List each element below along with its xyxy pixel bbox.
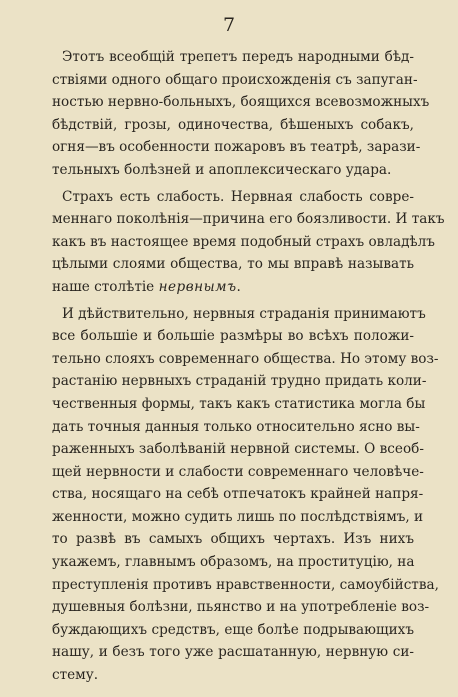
- text-run: .: [236, 278, 241, 295]
- text-line: бѣдствій, грозы, одиночества, бѣшеныхъ собакъ,: [52, 116, 414, 133]
- text-line: то развѣ въ самыхъ общихъ чертахъ. Изъ нихъ: [52, 531, 414, 548]
- text-line: ностью нервно-больныхъ, боящихся всевозможныхъ: [52, 94, 430, 111]
- text-line: растанію нервныхъ страданій трудно придать коли-: [52, 373, 427, 390]
- text-line: И дѣйствительно, нервныя страданія принимаютъ: [62, 305, 426, 322]
- text-line: укажемъ, главнымъ образомъ, на проституцію, на: [52, 554, 415, 571]
- text-line: душевныя болѣзни, пьянство и на употребленіе воз-: [52, 599, 430, 616]
- text-line: какъ въ настоящее время подобный страхъ овладѣлъ: [52, 233, 435, 250]
- text-line: огня—въ особенности пожаровъ въ театрѣ, зарази-: [52, 139, 421, 156]
- text-line: Этотъ всеобщій трепетъ передъ народными бѣд-: [62, 49, 414, 65]
- text-line: раженныхъ заболѣваній нервной системы. О всеоб-: [52, 441, 424, 458]
- emphasized-word: нервнымъ: [158, 278, 237, 295]
- text-line: преступленія противъ нравственности, самоубійства,: [52, 576, 439, 593]
- text-line: щей нервности и слабости современнаго человѣче-: [52, 463, 424, 480]
- text-line: женности, можно судить лишь по послѣдствіямъ, и: [52, 508, 424, 525]
- page-number: 7: [222, 14, 236, 36]
- text-line: стему.: [52, 667, 99, 684]
- text-line: тельно слояхъ современнаго общества. Но этому воз-: [52, 350, 439, 367]
- text-line: тельныхъ болѣзней и апоплексическаго удара.: [52, 161, 392, 178]
- text-line: чественныя формы, такъ какъ статистика могла бы: [52, 395, 426, 412]
- text-line: меннаго поколѣнія—причина его боязливости. И такъ: [52, 211, 445, 228]
- text-line: все большіе и большіе размѣры во всѣхъ положи-: [52, 328, 414, 345]
- text-run: наше столѣтіе: [52, 278, 159, 295]
- text-line: цѣлыми слоями общества, то мы вправѣ называть: [52, 256, 414, 273]
- text-line: ства, носящаго на себѣ отпечатокъ крайней напря-: [52, 486, 424, 503]
- text-line: дать точныя данныя только относительно ясно вы-: [52, 418, 420, 435]
- text-line: Страхъ есть слабость. Нервная слабость совре-: [62, 188, 414, 205]
- text-line: нашу, и безъ того уже расшатанную, нервную си-: [52, 644, 414, 661]
- text-line-with-emphasis: [52, 276, 414, 299]
- text-line: ствіями одного общаго происхожденія съ запуган-: [52, 71, 418, 88]
- body-text: [52, 46, 445, 687]
- text-line: буждающихъ средствъ, еще болѣе подрывающихъ: [52, 621, 414, 638]
